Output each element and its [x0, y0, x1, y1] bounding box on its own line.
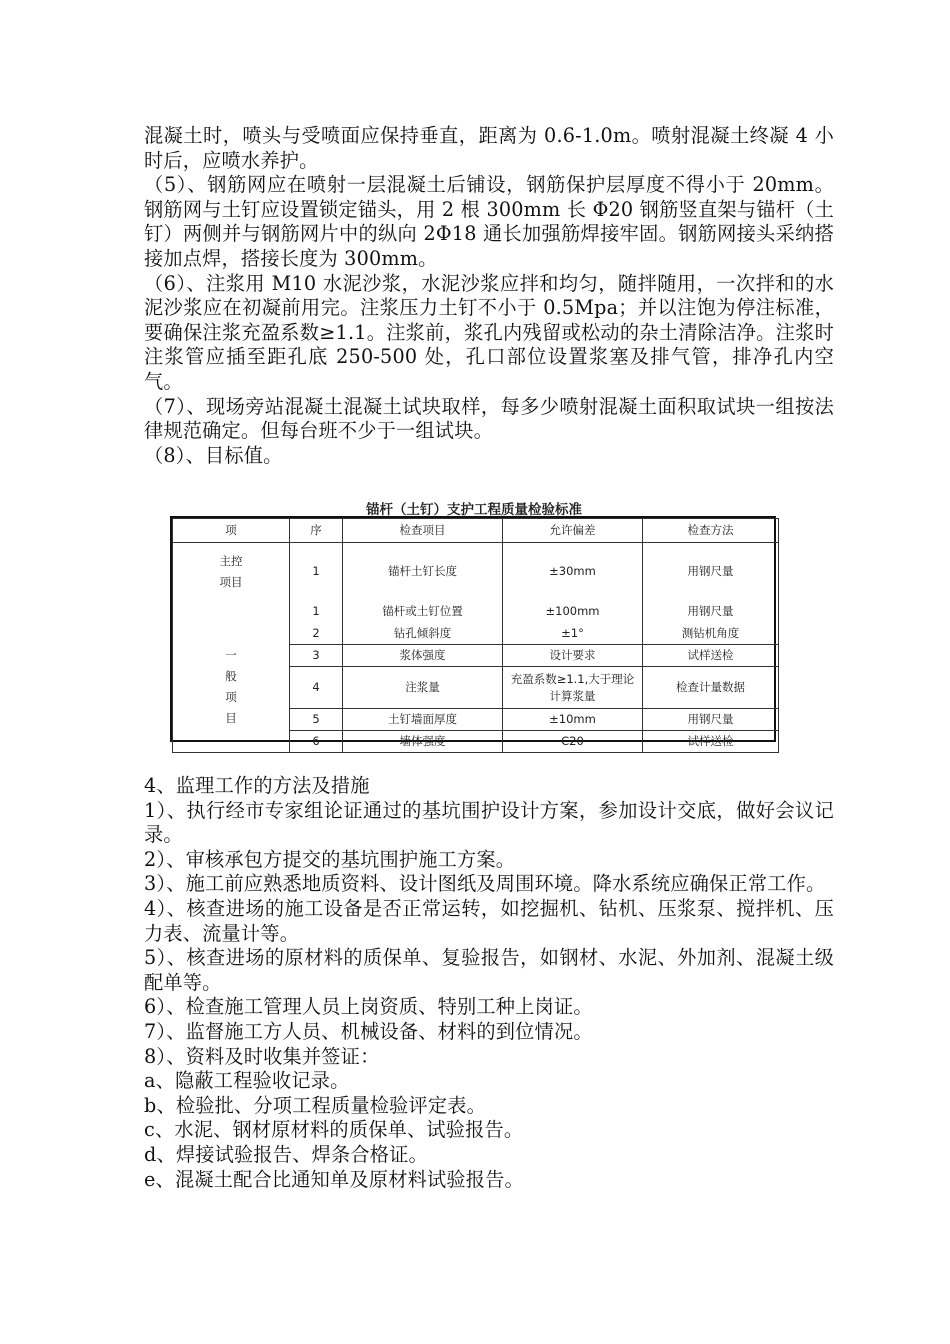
list-item: 8）、资料及时收集并签证： — [144, 1044, 380, 1068]
row-method: 用钢尺量 — [643, 601, 779, 623]
list-item: 5）、核查进场的原材料的质保单、复验报告，如钢材、水泥、外加剂、混凝土级配单等。 — [144, 946, 834, 994]
row-item: 锚杆或土钉位置 — [343, 601, 503, 623]
list-item: c、水泥、钢材原材料的质保单、试验报告。 — [144, 1118, 524, 1142]
section-heading: 4、监理工作的方法及措施 — [144, 774, 370, 797]
paragraph-spray-distance: 混凝土时，喷头与受喷面应保持垂直，距离为 0.6-1.0m。喷射混凝土终凝 4 小时后，应喷水养护。 — [144, 124, 834, 172]
table-row — [173, 601, 779, 623]
list-item: 1）、执行经市专家组论证通过的基坑围护设计方案，参加设计交底，做好会议记录。 — [144, 798, 834, 847]
list-item: a、隐蔽工程验收记录。 — [144, 1069, 350, 1093]
bottom-text-block — [144, 774, 834, 1192]
category-main-cell — [173, 543, 290, 601]
row-tolerance: 设计要求 — [503, 645, 643, 667]
header-category: 项 — [173, 519, 290, 543]
row-method: 用钢尺量 — [643, 543, 779, 601]
row-no: 6 — [290, 731, 343, 753]
list-item: 4）、核查进场的施工设备是否正常运转，如挖掘机、钻机、压浆泵、搅拌机、压力表、流量计等。 — [144, 896, 834, 945]
row-tolerance: ±30mm — [503, 543, 643, 601]
table-caption: 锚杆（土钉）支护工程质量检验标准 — [366, 502, 582, 518]
list-item: 7）、监督施工方人员、机械设备、材料的到位情况。 — [144, 1019, 593, 1043]
table-row — [173, 543, 779, 601]
paragraph-item-5: （5）、钢筋网应在喷射一层混凝土后铺设，钢筋保护层厚度不得小于 20mm。钢筋网与土钉应设置锁定锚头，用 2 根 300mm 长 Φ20 钢筋竖直架与锚杆（土钉）两侧并与钢筋网片中的纵向 2Φ18 通长加强筋焊接牢固。钢筋网接头采纳搭接加点焊，搭接长度为 300mm。 — [144, 173, 834, 270]
list-item: 6）、检查施工管理人员上岗资质、特别工种上岗证。 — [144, 995, 593, 1019]
row-no: 1 — [290, 543, 343, 601]
table-row — [173, 623, 779, 645]
row-tolerance: C20 — [503, 731, 643, 753]
header-method: 检查方法 — [643, 519, 779, 543]
category-general-char-1: 一 — [225, 648, 237, 663]
table-header-row — [173, 519, 779, 543]
paragraph-item-6: （6）、注浆用 M10 水泥沙浆，水泥沙浆应拌和均匀，随拌随用，一次拌和的水泥沙浆应在初凝前用完。注浆压力土钉不小于 0.5Mpa；并以注饱为停注标准，要确保注浆充盈系数≥1.1。注浆前，浆孔内残留或松动的杂土清除洁净。注浆时注浆管应插至距孔底 250-500 处，孔口部位设置浆塞及排气管，排净孔内空气。 — [144, 271, 834, 393]
quality-standard-table-frame — [170, 516, 776, 748]
row-item: 钻孔倾斜度 — [343, 623, 503, 645]
row-method: 试样送检 — [643, 645, 779, 667]
row-item: 墙体强度 — [343, 731, 503, 753]
row-tolerance: 充盈系数≥1.1,大于理论计算浆量 — [503, 667, 643, 709]
row-method: 检查计量数据 — [643, 667, 779, 709]
category-general-char-4: 目 — [225, 711, 237, 726]
row-item: 土钉墙面厚度 — [343, 709, 503, 731]
paragraph-item-8: （8）、目标值。 — [144, 443, 283, 467]
category-main-spacer — [173, 601, 290, 623]
header-no: 序 — [290, 519, 343, 543]
row-tolerance: ±1° — [503, 623, 643, 645]
list-item: b、检验批、分项工程质量检验评定表。 — [144, 1093, 487, 1117]
row-method: 测钻机角度 — [643, 623, 779, 645]
list-item: 2）、审核承包方提交的基坑围护施工方案。 — [144, 847, 516, 871]
quality-standard-table — [172, 518, 779, 753]
list-item: 3）、施工前应熟悉地质资料、设计图纸及周围环境。降水系统应确保正常工作。 — [144, 872, 826, 896]
category-main-line1: 主控 — [219, 553, 243, 568]
row-method: 试样送检 — [643, 731, 779, 753]
top-text-block — [144, 124, 834, 468]
row-tolerance: ±100mm — [503, 601, 643, 623]
row-no: 2 — [290, 623, 343, 645]
row-no: 1 — [290, 601, 343, 623]
row-item: 浆体强度 — [343, 645, 503, 667]
category-main-line2: 项目 — [219, 574, 243, 589]
category-general-char-2: 般 — [225, 669, 237, 684]
paragraph-item-7: （7）、现场旁站混凝土混凝土试块取样，每多少喷射混凝土面积取试块一组按法律规范确定。但每台班不少于一组试块。 — [144, 394, 834, 443]
header-tolerance: 允许偏差 — [503, 519, 643, 543]
header-item: 检查项目 — [343, 519, 503, 543]
list-item: e、混凝土配合比通知单及原材料试验报告。 — [144, 1167, 524, 1191]
row-no: 5 — [290, 709, 343, 731]
list-item: d、焊接试验报告、焊条合格证。 — [144, 1142, 428, 1166]
row-method: 用钢尺量 — [643, 709, 779, 731]
row-no: 3 — [290, 645, 343, 667]
row-tolerance: ±10mm — [503, 709, 643, 731]
row-item: 锚杆土钉长度 — [343, 543, 503, 601]
category-general-char-3: 项 — [225, 690, 237, 705]
row-item: 注浆量 — [343, 667, 503, 709]
row-no: 4 — [290, 667, 343, 709]
category-general-cell — [173, 623, 290, 753]
